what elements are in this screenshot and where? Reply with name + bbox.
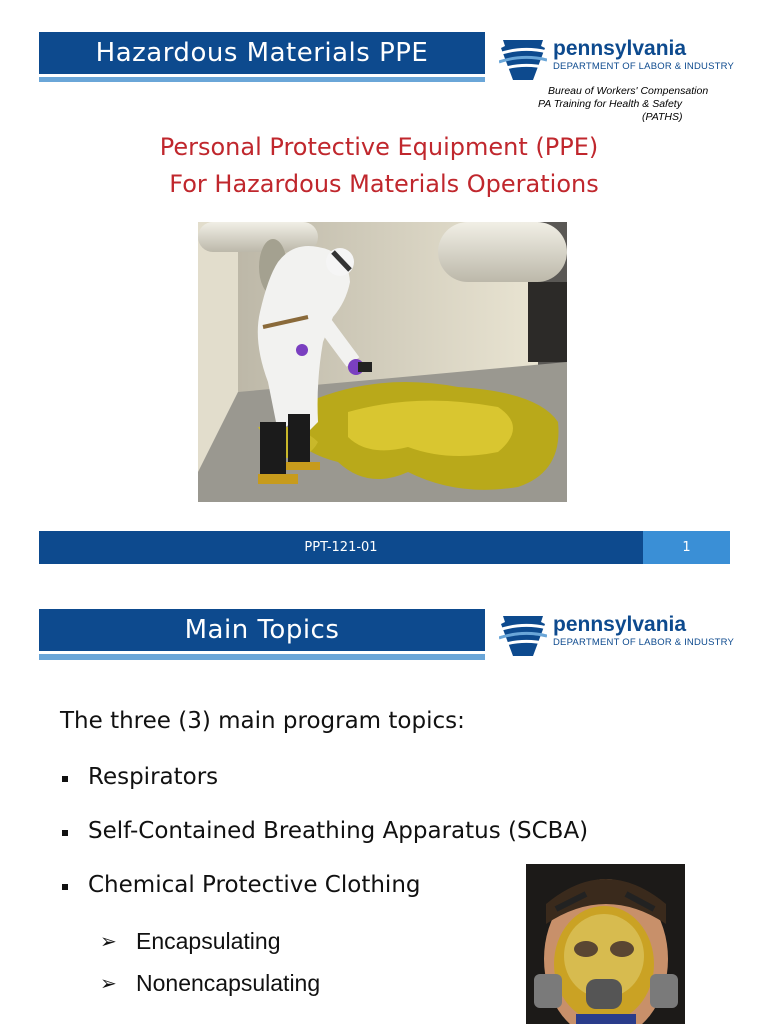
list-item <box>100 928 400 958</box>
slide1-title: Hazardous Materials PPE <box>95 38 429 68</box>
slide2-title-underline <box>39 654 485 660</box>
bureau-block <box>530 85 740 124</box>
slide1-title-underline <box>39 77 485 82</box>
pa-logo-word: pennsylvania <box>553 37 687 60</box>
sub-bullet-text: Nonencapsulating <box>136 970 321 996</box>
pa-logo-word: pennsylvania <box>553 613 687 636</box>
slide1-heading-line2: For Hazardous Materials Operations <box>169 170 599 198</box>
bureau-line1: Bureau of Workers' Compensation <box>548 85 709 97</box>
bullet-text: Self-Contained Breathing Apparatus (SCBA) <box>88 818 589 844</box>
slide2-title-bar <box>39 609 485 651</box>
bullet-text: Chemical Protective Clothing <box>88 872 421 898</box>
square-bullet-icon <box>62 776 68 782</box>
hazmat-worker-photo <box>198 222 567 502</box>
slide2-title: Main Topics <box>184 615 340 645</box>
bullet-text: Respirators <box>88 764 219 790</box>
square-bullet-icon <box>62 884 68 890</box>
list-item <box>60 764 680 794</box>
slide1-page-number: 1 <box>682 540 691 555</box>
slide1-title-bar <box>39 32 485 74</box>
slide1-pa-logo <box>499 36 734 82</box>
bureau-line3: (PATHS) <box>642 111 683 123</box>
bureau-line2: PA Training for Health & Safety <box>538 98 682 110</box>
slide1-heading-line1: Personal Protective Equipment (PPE) <box>159 133 599 161</box>
slide1-footer-code: PPT-121-01 <box>304 540 378 555</box>
slide1-page-number-box <box>643 531 730 564</box>
arrow-bullet-icon: ➢ <box>100 929 117 953</box>
slide1-footer-bar <box>39 531 643 564</box>
square-bullet-icon <box>62 830 68 836</box>
keystone-icon <box>499 612 547 658</box>
pa-logo-dept: DEPARTMENT OF LABOR & INDUSTRY <box>553 61 735 72</box>
slide2-intro: The three (3) main program topics: <box>60 708 465 734</box>
keystone-icon <box>499 36 547 82</box>
list-item <box>100 970 400 1000</box>
sub-bullet-text: Encapsulating <box>136 928 281 954</box>
pa-logo-dept: DEPARTMENT OF LABOR & INDUSTRY <box>553 637 735 648</box>
slide2-pa-logo <box>499 612 734 658</box>
list-item <box>60 818 680 848</box>
full-face-respirator-photo <box>526 864 685 1024</box>
arrow-bullet-icon: ➢ <box>100 971 117 995</box>
